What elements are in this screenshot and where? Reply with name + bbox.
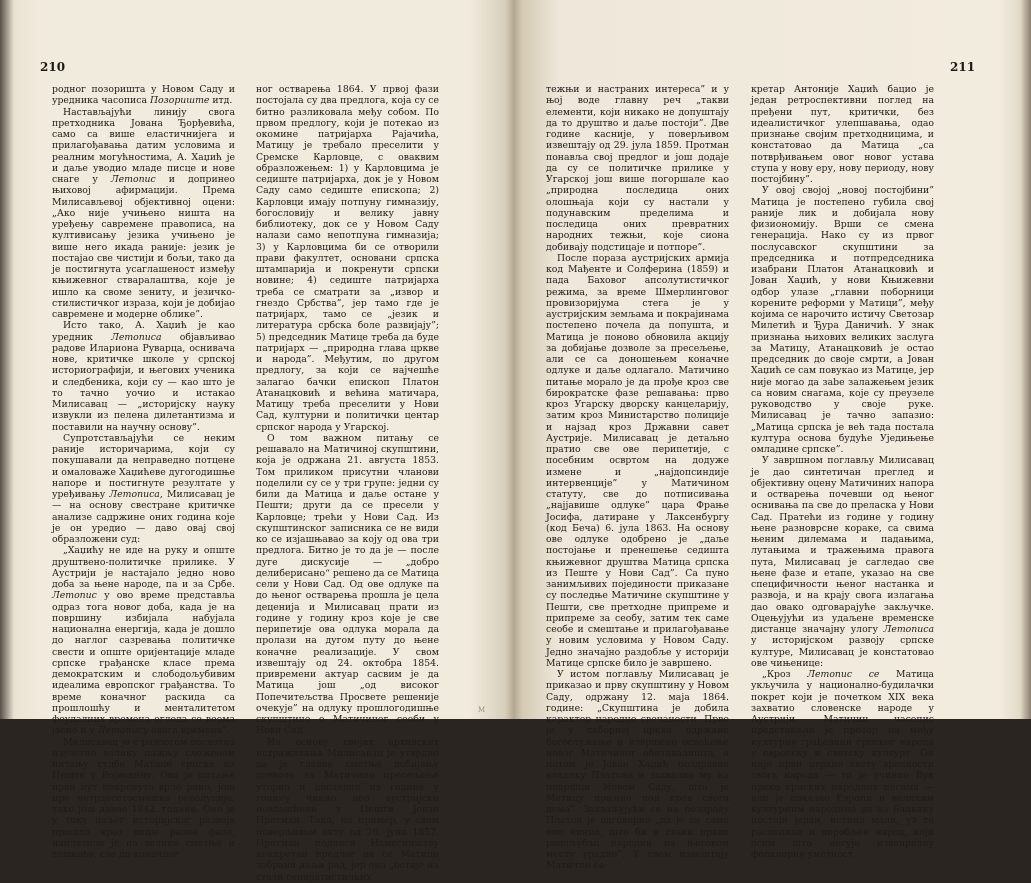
- paragraph: У истом поглављу Милисавац је приказао и прву скупштину у Новом Саду, одржану 12. маја 1864. године: „Скупштина је добила карактер народне свечаности. Прво је у саборној цркви одржано богослужење и извршено освећење новог Матичиног обитавалишта, а потом је Јован Хаџић поздравио владику Платона и захвалио му на подршци Новом Саду, што је Матицу примио под кров свога дома”. Захваљујући се на поздраву Платон је одговорио „да је он само оно чинио, што би и сваки прави родољубац народни на његовом месту урадио”. У свом извештају Матичин се-: [546, 669, 729, 872]
- left-page-column-1: [52, 84, 235, 860]
- gutter-mark: M: [478, 706, 486, 714]
- paragraph: О том важном питању се решавало на Матичиној скупштини, која је одржана 21. августа 1853. Том приликом присутни чланови поделили су се у три групе: једни су били да Матица и даље остане у Пешти; други да се пресели у Карловце; трећи у Нови Сад. Из скупштинског записника се не види ко се изјашњавао за коју од ова три предлога. Битно је то да је — после дуге дискусије — „добро делиберисано“ решено да се Матица сели у Нови Сад. Од ове одлуке па до њеног остварења прошла је цела деценија и Милисавац прати из године у годину кроз које је све перипетије ова одлука морала да пролази на дугом путу до њене коначне реализације. У свом извештају од 24. октобра 1854. привремени актуар сасвим је да Матица још „од високог Попечитељства Просвете решеније очекује” на одлуку прошлогодишње скупштине о Матичиног сеоби у Нови Сад.: [256, 432, 439, 737]
- paragraph: После пораза аустријских армија код Мађенте и Солферина (1859) и пада Баховог апсолутистичког режима, за време Шмерлинговог провизоријума стега је у аустријским земљама и покрајинама постепено почела да попушта, и Матица је поново обновила акцију за добијање дозволе за пресељење, али се са доношењем коначне одлуке и даље одлагало. Матичино питање морало је да прође кроз све бирократске фазе решавања: прво кроз Угарску дворску канцеларију, затим кроз Министарство полиције и најзад кроз Државни савет Аустрије. Милисавац је детаљно пратио све ове перипетије, с посебним освртом на додуже измене и „најдопсиндије интервенције” у Матичином статуту, све до потписивања „најјавише одлуке” цара Фрање Јосифа, датиране у Лаксенбургу (код Беча) 6. јула 1863. На основу ове одлуке одобрено је „даље постојање и пренешење седишта књижевног друштва Матица српска из Пеште у Нови Сад”. Са пуно занимљивих појединости приказане су последње Матичине скупштине у Пешти, све претходне припреме и припреме за сеобу, затим тек саме сеобе и смештање и прилагођавање у новим условима у Новом Саду. Једно значајно раздобље у историји Матице српске било је завршено.: [546, 252, 729, 669]
- paragraph: Милисавац је с разлогом посветио изузетно велику пажњу сложеном питању судбе Матице српске из Пеште у Војводину. Ово је питање први пут покренуто врло рано, још пре четрдесетосмашке револуције, тако још давне 1842. године. Оно је у току даљег историјског развоја прошло кроз више разне фазе, наилазило је на велике сметње и тешкоће, све до коначног: [52, 736, 235, 860]
- left-page-column-2: [256, 84, 439, 883]
- right-page-column-1: [546, 84, 729, 872]
- left-page-number: 210: [40, 60, 66, 74]
- paragraph: Исто тако, А. Хаџић је као уредник Летописа објављивао радове Илариона Руварца, оснивача нове, критичке школе у српској историографији, и његових ученика и следбеника, који су — као што је то тачно уочио и истакао Милисавац — „историјску науку извукли из пелена дилетантизма и поставили на научну основу”.: [52, 320, 235, 433]
- paragraph: тежњи и настраних интереса” и у њој воде главну реч „такви елементи, који никако не допуштају да то друштво и даље постоји”. Две године касније, у поверљивом извештају од 29. јула 1859. Протман понавља свој предлог и још додаје да су се политичке прилике у Угарској још више погоршале као „природна последица оних олошњаја који су настали у подунавским пределима и последица оних превратних народних тежњи, које сиона добивају подстицаје и потпоре”.: [546, 84, 729, 253]
- paragraph: „Кроз Летопис се Матица укључила у национално-будилачки покрет који је почетком XIX века захватио словенске народе у Аустрији. Матичин часопис представљао је прозор на међу културну грађевини српског народа у европску и светску културу. Он није први отркио свету вредности свога народа — то је учинио Вук преко српских народних песама — али је показао Европи и великим културним народима да на Балкану постоји један, истина мали, уз то расцепкан и поробљен народ, који осим што негује изванредну фолклорну уметност: [751, 669, 934, 860]
- paragraph: На основу својих архивских истраживања Милисавац је утврдио да је главне сметње добијању дозволе за Матичино пресељење уторио и доследно из године у годину чинио цео аустријски повлашћени у Пешти Јован Протман. Тако, на пример, у свом поверљивом акту од 26. јуна 1857. Протман подноси Намесништву конкретан предлог да се Матици забрани даљи рад, јер она „остаје на стази сепаратистичких: [256, 736, 439, 883]
- paragraph: У овој својој „новој постојбини” Матица је постепено губила свој раније лик и добијала нову физиономију. Врши се смена генерација. Нако су из првог послусавског скупштини за председника и потпредседника изабрани Платон Атанацковић и Јован Хаџић, у нови Књижевни одбор улазе „главни поборници корените реформи у Матици”, међу којима се нарочито истичу Светозар Милетић и Ђура Даничић. У знак признања њихових великих заслуга за Матицу, Атанацковић је остао председник до своје смрти, а Јован Хаџић се сам повукао из Матице, јер није могао да заbe залажењем језик са новим снагама, које су преузеле руководство у своје руке. Милисавац је тачно запазио: „Матица српска је већ тада постала култура основа будуће Уједињење омладине српске”.: [751, 185, 934, 455]
- right-page-number: 211: [950, 60, 976, 74]
- paragraph: У завршном поглављу Милисавац је дао синтетичан преглед и објективну оцену Матичиних напора и остварења почевши од њеног оснивања па све до преласка у Нови Сад. Пратећи из године у годину њене разноврсне кораке, са свима њеним дилемама и падањима, лутањима и тражењима правога пута, Милисавац је сагледао све њене фазе и етапе, указао на све специфичности њеног настанка и развоја, и на крају свога излагања дао овако одговарајуће закључке. Оцењујући из удаљене временске дистанце значајну улогу Летописа у историјском развоју српске културе, Милисавац је констатовао ове чињенице:: [751, 455, 934, 669]
- paragraph: Супротстављајући се неким раније историчарима, који су покушавали да неправедно потцене и омаловаже Хаџићеве дугогодишње напоре и постигнуте резултате у уређивању Летописа, Милисавац је — на основу свестране критичке анализе садржине оних година које је он уредио — даво овај свој образложени суд:: [52, 432, 235, 545]
- paragraph: кретар Антоније Хаџић бацио је један ретроспективни поглед на пређени пут, критички, без идеалистичког улепшавања, одао признање својим претходницима, и констатовао да Матица „са потврђивањем овог новог устава ступа у нову еру, нову периоду, нову постојбину”.: [751, 84, 934, 185]
- paragraph: „Хаџићу не иде на руку и опште друштвено-политичке прилике. У Аустрији је настајало једно ново доба за њене народе, па и за Србе. Летопис у ово време представља одраз тога новог доба, када је на површину избијала набујала национална енергија, када је дошло до наглог сазревања политичке свести и опште оријентације младе српске грађанске класе према демократским и слободољубивим идеалима европског грађанства. То време коначног раскида са прошлошћу и менталитетом феудалних времена огледа се веома јасно и у Летопису овога времена”.: [52, 545, 235, 737]
- paragraph: родног позоришта у Новом Саду и уредника часописа Позориште итд.: [52, 84, 235, 107]
- paragraph: ног остварења 1864. У првој фази постојала су два предлога, која су се битно разликовала међу собом. По првом предлогу, који је потекао из окомине патријарха Рајачића, Матицу је требало преселити у Сремске Карловце, с оваквим образложењем: 1) у Карловцима је седиште патријарха, док је у Новом Саду само седиште епископа; 2) Карловци имају потпуну гимназију, богословију и велику јавну библиотеку, док се у Новом Саду налази само непотпуна гимназија; 3) у Карловцима би се отворили прави факултет, основани српска штампарија и покренути српски новине; 4) седиште патријарха треба се сматрати за „извор и гнездо Србства”, јер тамо где је патријарх, тамо се „језик и литература србска боле развијају”; 5) председник Матице треба да буде патријарх — „природна глава цркве и народа”. Међутим, по другом предлогу, за који се најчешће залагао бачки епископ Платон Атанацковић и већина матичара, Матицу треба преселити у Нови Сад, културни и политички центар српског народа у Угарској.: [256, 84, 439, 433]
- right-page-column-2: [751, 84, 934, 860]
- paragraph: Настављајући линију свога претходника Јована Ђорђевића, само са више еластичнијега и прилагођавања датим условима и реалним могућностима, А. Хаџић је и даље уводио младе писце и нове снаге у Летопис и допринео њиховој афирмацији. Према Милисављевој објективној оцени: „Ако није учињено ништа на уређењу савремене правописа, на култивисању језика учињено је више него икада раније: језик је постајао све чистији и бољи, тако да је постигнута усаглашеност између књижевног стваралаштва, које је ишло ка своме зениту, и језичко-стилистичког израза, који је добијао савремене и модерне облике”.: [52, 106, 235, 320]
